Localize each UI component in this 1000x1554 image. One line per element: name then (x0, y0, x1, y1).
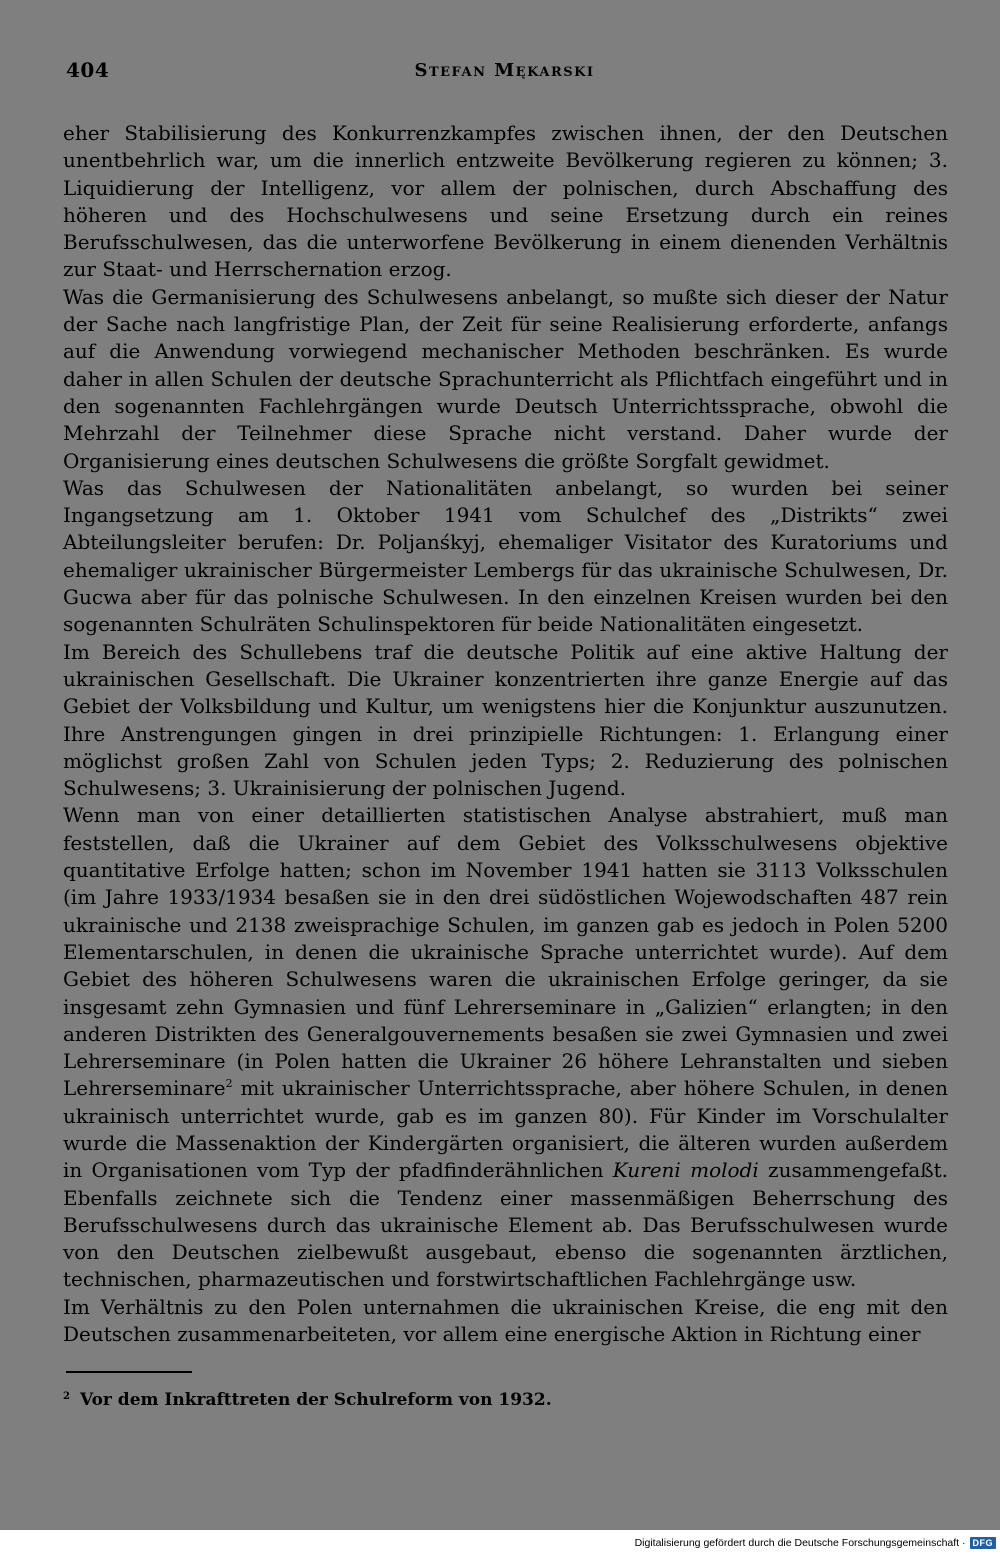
digitization-credit (635, 1534, 996, 1552)
paragraph-5-text-c: zusammengefaßt. Ebenfalls zeichnete sich die Tendenz einer massenmäßigen Beherrschung des Berufsschulwesens durch das ukrainische Element ab. Das Berufsschulwesen wurde von den Deutschen zielbewußt ausgebaut, ebenso die sogenannten ärztlichen, technischen, pharmazeutischen und forstwirtschaftlichen Fachlehrgänge usw. (63, 1158, 949, 1292)
footnote (63, 1388, 948, 1412)
footnote-divider (66, 1371, 192, 1373)
running-head-author: Stefan Mękarski (414, 60, 595, 81)
page-header (62, 58, 947, 90)
paragraph-1: eher Stabilisierung des Konkurrenzkampfes zwischen ihnen, der den Deutschen unentbehrlich war, um die innerlich entzweite Bevölkerung regieren zu können; 3. Liquidierung der Intelligenz, vor allem der polnischen, durch Abschaffung des höheren und des Hochschulwesens und seine Ersetzung durch ein reines Berufsschulwesen, das die unterworfene Bevölkerung in einem dienenden Verhältnis zur Staat- und Herrschernation erzog. (63, 121, 948, 282)
paragraph-6: Im Verhältnis zu den Polen unternahmen die ukrainischen Kreise, die eng mit den Deutschen zusammenarbeiteten, vor allem eine energische Aktion in Richtung einer (63, 1294, 948, 1347)
paragraph-2: Was die Germanisierung des Schulwesens anbelangt, so mußte sich dieser der Natur der Sache nach langfristige Plan, der Zeit für seine Realisierung erforderte, anfangs auf die Anwendung vorwiegend mechanischer Methoden beschränken. Es wurde daher in allen Schulen der deutsche Sprachunterricht als Pflichtfach eingeführt und in den sogenannten Fachlehrgängen wurde Deutsch Unterrichtssprache, obwohl die Mehrzahl der Teilnehmer diese Sprache nicht verstand. Daher wurde der Organisierung eines deutschen Schulwesens die größte Sorgfalt gewidmet. (63, 284, 948, 473)
page-number: 404 (66, 58, 110, 82)
footnote-reference[interactable]: 2 (225, 1077, 233, 1091)
paragraph-5-text-b: mit ukrainischer Unterrichtssprache, aber höhere Schulen, in denen ukrainisch unterrichtet wurde, gab es im ganzen 80). Für Kinder im Vorschulalter wurde die Massenaktion der Kindergärten organisiert, die älteren wurden außerdem in Organisationen vom Typ der pfadfinderähnlichen (63, 1076, 948, 1183)
body-text (63, 120, 948, 1348)
paragraph-5-text-a: Wenn man von einer detaillierten statistischen Analyse abstrahiert, muß man feststellen, daß die Ukrainer auf dem Gebiet des Volksschulwesens objektive quantitative Erfolge hatten; schon im November 1941 hatten sie 3113 Volksschulen (im Jahre 1933/1934 besaßen sie in den drei südöstlichen Wojewodschaften 487 rein ukrainische und 2138 zweisprachige Schulen, im ganzen gab es jedoch in Polen 5200 Elementarschulen, in denen die ukrainische Sprache unterrichtet wurde). Auf dem Gebiet des höheren Schulwesens waren die ukrainischen Erfolge geringer, da sie insgesamt zehn Gymnasien und fünf Lehrerseminare in „Galizien“ erlangten; in den anderen Distrikten des Generalgouvernements besaßen sie zwei Gymnasien und zwei Lehrerseminare (in Polen hatten die Ukrainer 26 höhere Lehranstalten und sieben Lehrerseminare (63, 803, 948, 1101)
italic-term: Kureni molodi (612, 1158, 759, 1183)
paragraph-5 (63, 802, 948, 1293)
paragraph-4: Im Bereich des Schullebens traf die deutsche Politik auf eine aktive Haltung der ukrainischen Gesellschaft. Die Ukrainer konzentrierten ihre ganze Energie auf das Gebiet der Volksbildung und Kultur, um wenigstens hier die Konjunktur auszunutzen. Ihre Anstrengungen gingen in drei prinzipielle Richtungen: 1. Erlangung einer möglichst großen Zahl von Schulen jeden Typs; 2. Reduzierung des polnischen Schulwesens; 3. Ukrainisierung der polnischen Jugend. (63, 639, 948, 801)
footnote-number: 2 (63, 1391, 70, 1402)
paragraph-3: Was das Schulwesen der Nationalitäten anbelangt, so wurden bei seiner Ingangsetzung am 1. Oktober 1941 vom Schulchef des „Distrikts“ zwei Abteilungsleiter berufen: Dr. Poljanśkyj, ehemaliger Visitator des Kuratoriums und ehemaliger ukrainischer Bürgermeister Lembergs für das ukrainische Schulwesen, Dr. Gucwa aber für das polnische Schulwesen. In den einzelnen Kreisen wurden bei den sogenannten Schulräten Schulinspektoren für beide Nationalitäten eingesetzt. (63, 475, 948, 637)
credit-text: Digitalisierung gefördert durch die Deutsche Forschungsgemeinschaft · (634, 1537, 966, 1549)
footnote-text: Vor dem Inkrafttreten der Schulreform von 1932. (79, 1390, 552, 1410)
dfg-logo[interactable]: DFG (970, 1537, 997, 1549)
